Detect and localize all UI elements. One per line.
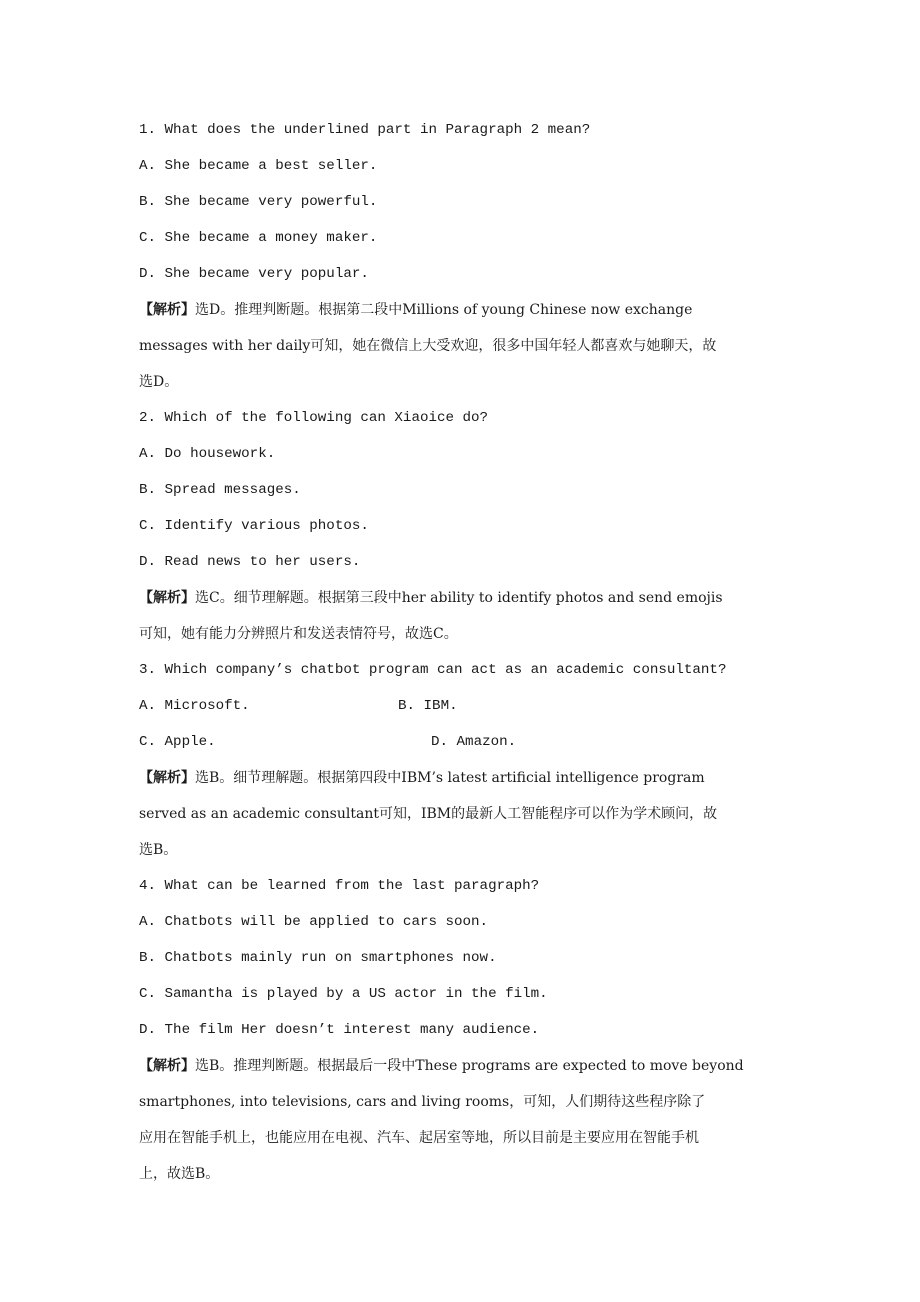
analysis-text: 选C。细节理解题。根据第三段中her ability to identify photos and send emojis	[195, 590, 723, 606]
analysis-text: 选D。推理判断题。根据第二段中Millions of young Chinese now exchange	[195, 302, 693, 318]
question-1-analysis-line-1	[139, 292, 819, 328]
question-1: 1. What does the underlined part in Paragraph 2 mean?	[139, 122, 591, 138]
question-3-analysis-line-2: served as an academic consultant可知，IBM的最新人工智能程序可以作为学术顾问，故	[139, 806, 718, 822]
analysis-tag: 【解析】	[139, 590, 195, 606]
question-4-option-c: C. Samantha is played by a US actor in the film.	[139, 986, 548, 1002]
question-3-analysis-line-3: 选B。	[139, 842, 178, 858]
document-body	[139, 112, 819, 1192]
question-3-options-row-2	[139, 724, 819, 760]
question-3-option-d: D. Amazon.	[431, 734, 517, 750]
question-3-options-row-1	[139, 688, 819, 724]
question-4-option-b: B. Chatbots mainly run on smartphones now.	[139, 950, 497, 966]
question-4-analysis-line-1	[139, 1048, 819, 1084]
question-2-analysis-line-1	[139, 580, 819, 616]
analysis-text: 选B。推理判断题。根据最后一段中These programs are expected to move beyond	[195, 1058, 744, 1074]
question-2-analysis-line-2: 可知，她有能力分辨照片和发送表情符号，故选C。	[139, 626, 458, 642]
question-4-option-d: D. The film Her doesn’t interest many audience.	[139, 1022, 540, 1038]
question-3-option-c: C. Apple.	[139, 734, 216, 750]
analysis-text: 选B。细节理解题。根据第四段中IBM’s latest artificial intelligence program	[195, 770, 705, 786]
question-2-option-a: A. Do housework.	[139, 446, 276, 462]
question-1-option-a: A. She became a best seller.	[139, 158, 378, 174]
question-3: 3. Which company’s chatbot program can act as an academic consultant?	[139, 662, 727, 678]
question-2-option-b: B. Spread messages.	[139, 482, 301, 498]
question-1-option-d: D. She became very popular.	[139, 266, 369, 282]
question-1-option-c: C. She became a money maker.	[139, 230, 378, 246]
question-1-analysis-line-2: messages with her daily可知，她在微信上大受欢迎，很多中国年轻人都喜欢与她聊天，故	[139, 338, 717, 354]
question-4-option-a: A. Chatbots will be applied to cars soon.	[139, 914, 489, 930]
question-1-analysis-line-3: 选D。	[139, 374, 179, 390]
analysis-tag: 【解析】	[139, 302, 195, 318]
question-2: 2. Which of the following can Xiaoice do?	[139, 410, 489, 426]
question-3-analysis-line-1	[139, 760, 819, 796]
analysis-tag: 【解析】	[139, 770, 195, 786]
question-1-option-b: B. She became very powerful.	[139, 194, 378, 210]
question-3-option-b: B. IBM.	[398, 698, 458, 714]
question-4: 4. What can be learned from the last paragraph?	[139, 878, 540, 894]
question-2-option-c: C. Identify various photos.	[139, 518, 369, 534]
question-4-analysis-line-4: 上，故选B。	[139, 1166, 220, 1182]
question-4-analysis-line-3: 应用在智能手机上，也能应用在电视、汽车、起居室等地，所以目前是主要应用在智能手机	[139, 1130, 699, 1146]
question-4-analysis-line-2: smartphones, into televisions, cars and living rooms，可知，人们期待这些程序除了	[139, 1094, 706, 1110]
question-3-option-a: A. Microsoft.	[139, 698, 250, 714]
question-2-option-d: D. Read news to her users.	[139, 554, 361, 570]
analysis-tag: 【解析】	[139, 1058, 195, 1074]
